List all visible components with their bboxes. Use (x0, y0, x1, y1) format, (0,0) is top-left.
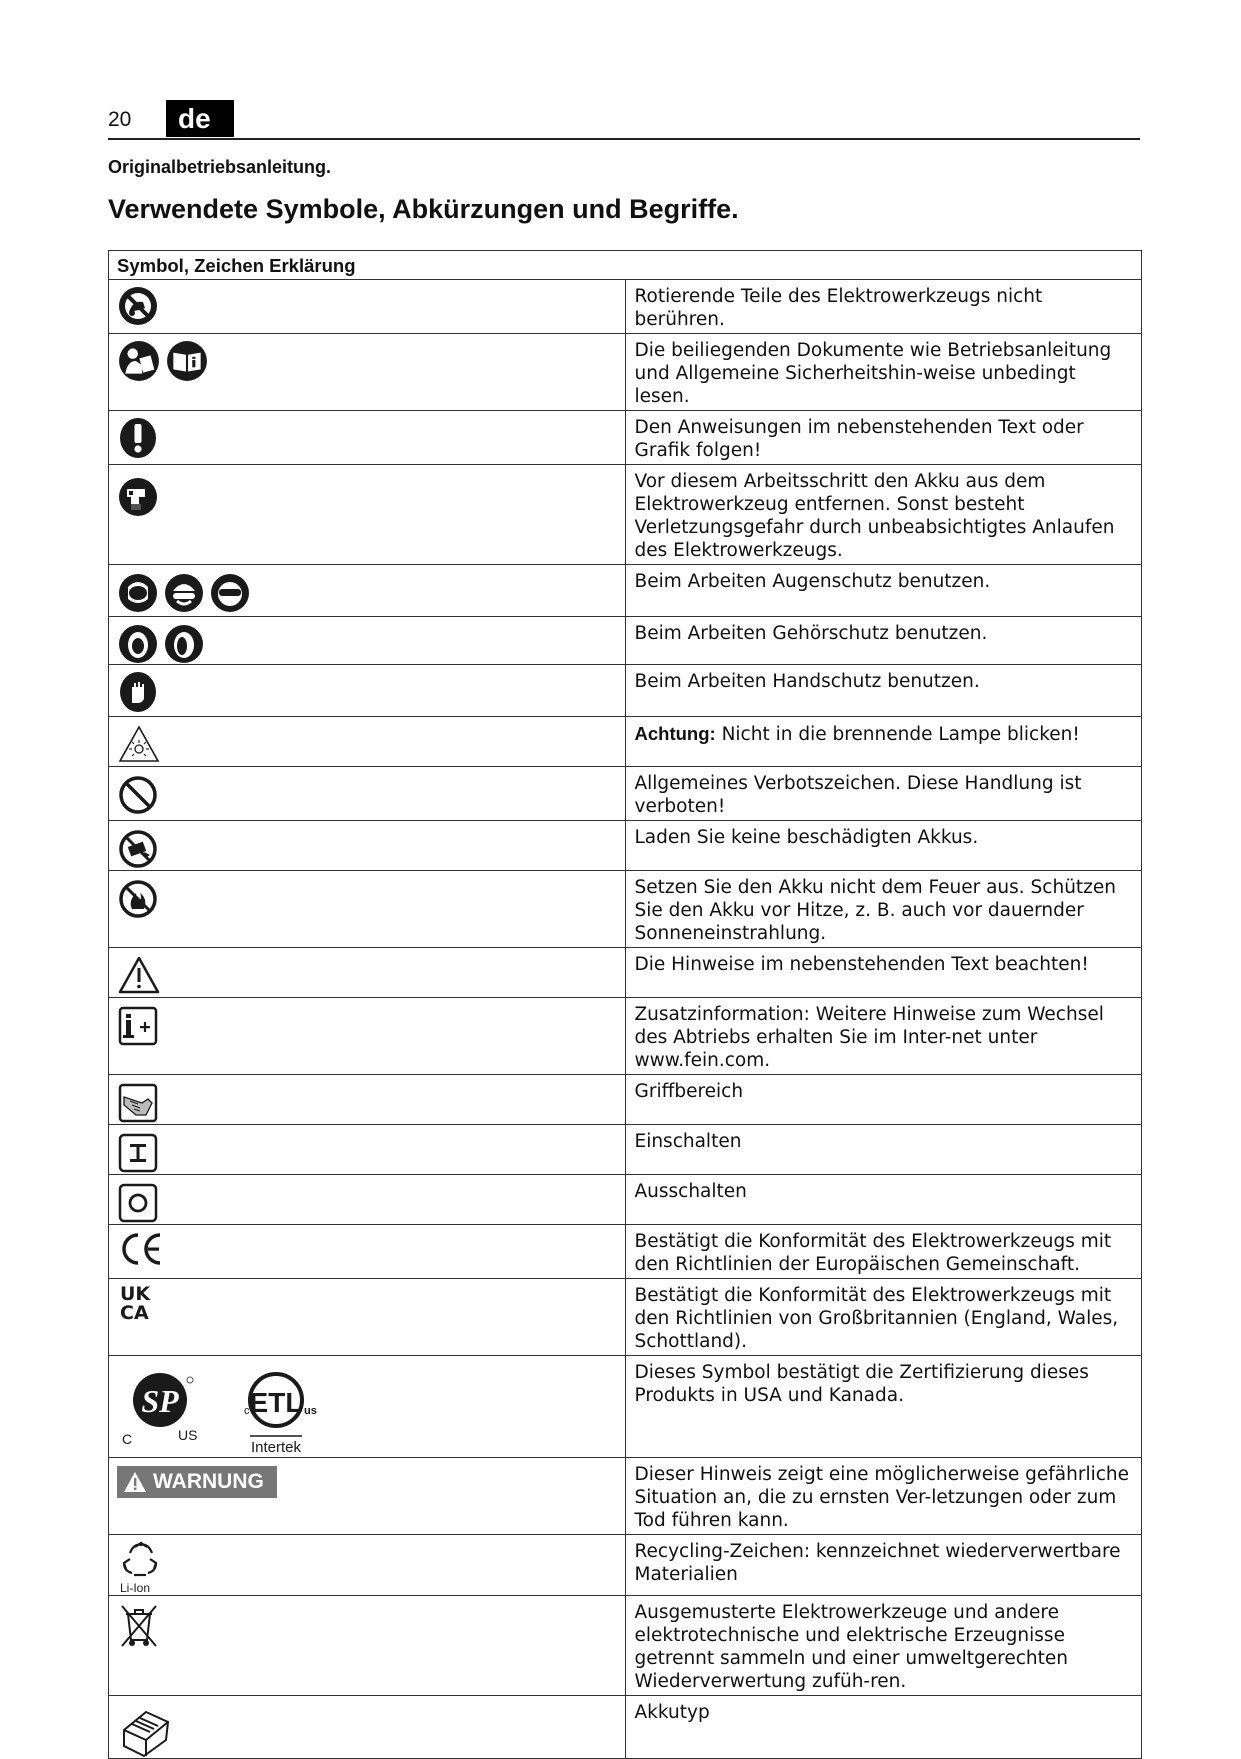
table-row (109, 1535, 1142, 1596)
ce-mark-icon (118, 1231, 164, 1267)
symbols-table (108, 250, 1142, 1759)
goggles-helmet-icon (164, 573, 204, 613)
table-row (109, 767, 1142, 821)
row-text: Laden Sie keine beschädigten Akkus. (634, 827, 979, 848)
table-row (109, 998, 1142, 1075)
row-text: Rotierende Teile des Elektrowerkzeugs nicht berühren. (634, 286, 1043, 330)
face-shield-icon (118, 573, 158, 613)
row-text: Allgemeines Verbotszeichen. Diese Handlung ist verboten! (634, 773, 1082, 817)
row-text: Die beiliegenden Dokumente wie Betriebsanleitung und Allgemeine Sicherheitshin-weise unbedingt lesen. (634, 340, 1112, 407)
read-manual-icon (118, 340, 160, 382)
row-text: Beim Arbeiten Augenschutz benutzen. (634, 571, 991, 592)
ear-muffs-icon (164, 624, 204, 664)
language-badge: de (166, 100, 234, 137)
warning-label-icon (117, 1466, 277, 1498)
row-text: Dieser Hinweis zeigt eine möglicherweise gefährliche Situation an, die zu ernsten Ver-letzungen oder zum Tod führen kann. (634, 1464, 1130, 1531)
svg-text:Intertek: Intertek (250, 1439, 302, 1456)
no-touching-rotating-parts-icon (118, 286, 158, 326)
safety-glasses-icon (210, 573, 250, 613)
svg-text:ETL: ETL (249, 1387, 303, 1418)
lamp-warning-icon (118, 725, 160, 763)
row-text: Akkutyp (634, 1702, 710, 1723)
row-text: Den Anweisungen im nebenstehenden Text oder Grafik folgen! (634, 417, 1084, 461)
table-row (109, 665, 1142, 717)
warning-triangle-icon (118, 956, 160, 994)
row-text: Beim Arbeiten Gehörschutz benutzen. (634, 623, 988, 644)
row-text: Einschalten (634, 1131, 742, 1152)
etl-intertek-mark-icon (236, 1366, 326, 1456)
row-text: Bestätigt die Konformität des Elektrowerkzeugs mit den Richtlinien von Großbritannien (England, Wales, Schottland). (634, 1285, 1119, 1352)
switch-off-icon (118, 1183, 158, 1223)
row-text: Nicht in die brennende Lampe blicken! (715, 724, 1080, 745)
table-header-label: Symbol, Zeichen Erklärung (117, 255, 356, 276)
table-row (109, 280, 1142, 334)
document-type: Originalbetriebsanleitung. (108, 157, 332, 177)
info-plus-icon (118, 1006, 158, 1046)
svg-text:UK: UK (120, 1283, 151, 1305)
svg-text:c: c (244, 1405, 250, 1417)
warning-label-text: WARNUNG (153, 1470, 264, 1493)
row-text: Setzen Sie den Akku nicht dem Feuer aus. Schützen Sie den Akku vor Hitze, z. B. auch vor dauernder Sonneneinstrahlung. (634, 877, 1116, 944)
row-text: Griffbereich (634, 1081, 744, 1102)
row-text: Recycling-Zeichen: kennzeichnet wiederverwertbare Materialien (634, 1541, 1121, 1585)
table-row (109, 1075, 1142, 1125)
row-text: Vor diesem Arbeitsschritt den Akku aus dem Elektrowerkzeug entfernen. Sonst besteht Verletzungsgefahr durch unbeabsichtigtes Anlaufen des Elektrowerkzeugs. (634, 471, 1115, 561)
gloves-icon (118, 671, 158, 713)
manual-book-icon (166, 340, 208, 382)
table-row (109, 871, 1142, 948)
no-charging-damaged-battery-icon (118, 829, 158, 869)
switch-on-icon (118, 1133, 158, 1173)
prohibition-icon (118, 775, 158, 815)
page-header (108, 100, 1140, 140)
row-text: Zusatzinformation: Weitere Hinweise zum Wechsel des Abtriebs erhalten Sie im Inter-net unter www.fein.com. (634, 1004, 1104, 1071)
weee-bin-icon (118, 1602, 160, 1650)
page-title: Verwendete Symbole, Abkürzungen und Begriffe. (108, 194, 739, 224)
remove-battery-icon (118, 477, 158, 517)
svg-text:us: us (304, 1405, 317, 1417)
table-row (109, 717, 1142, 767)
svg-text:CA: CA (120, 1302, 149, 1323)
row-text: Dieses Symbol bestätigt die Zertifizierung dieses Produkts in USA und Kanada. (634, 1362, 1089, 1406)
ear-protection-icon (118, 624, 158, 664)
table-row (109, 821, 1142, 871)
row-text: Ausschalten (634, 1181, 747, 1202)
mandatory-action-icon (118, 417, 158, 459)
table-row (109, 1356, 1142, 1458)
page-number: 20 (108, 108, 132, 131)
ukca-mark-icon (118, 1283, 158, 1323)
no-fire-battery-icon (118, 879, 158, 919)
svg-text:C: C (122, 1431, 133, 1447)
table-row (109, 565, 1142, 617)
table-row (109, 948, 1142, 998)
row-text: Ausgemusterte Elektrowerkzeuge und andere elektrotechnische und elektrische Erzeugnisse getrennt sammeln und einer umweltgerechten Wiederverwertung zufüh-ren. (634, 1602, 1068, 1692)
table-row (109, 334, 1142, 411)
svg-text:SP: SP (141, 1383, 179, 1419)
table-row (109, 1125, 1142, 1175)
row-lead: Achtung: (634, 723, 716, 744)
recycling-li-ion-icon (118, 1539, 164, 1595)
table-row (109, 1279, 1142, 1356)
svg-text:US: US (178, 1427, 198, 1443)
svg-text:Li-Ion: Li-Ion (120, 1581, 151, 1595)
table-row (109, 1225, 1142, 1279)
row-text: Beim Arbeiten Handschutz benutzen. (634, 671, 980, 692)
csa-mark-icon (118, 1366, 214, 1448)
table-row (109, 1696, 1142, 1759)
grip-area-icon (118, 1083, 158, 1123)
table-row (109, 617, 1142, 665)
table-row (109, 411, 1142, 465)
table-row (109, 1458, 1142, 1535)
table-row (109, 1175, 1142, 1225)
table-row (109, 1596, 1142, 1696)
row-text: Die Hinweise im nebenstehenden Text beachten! (634, 954, 1089, 975)
table-row (109, 465, 1142, 565)
row-text: Bestätigt die Konformität des Elektrowerkzeugs mit den Richtlinien der Europäischen Gemeinschaft. (634, 1231, 1112, 1275)
battery-type-icon (118, 1702, 174, 1758)
table-header-row (109, 251, 1142, 280)
